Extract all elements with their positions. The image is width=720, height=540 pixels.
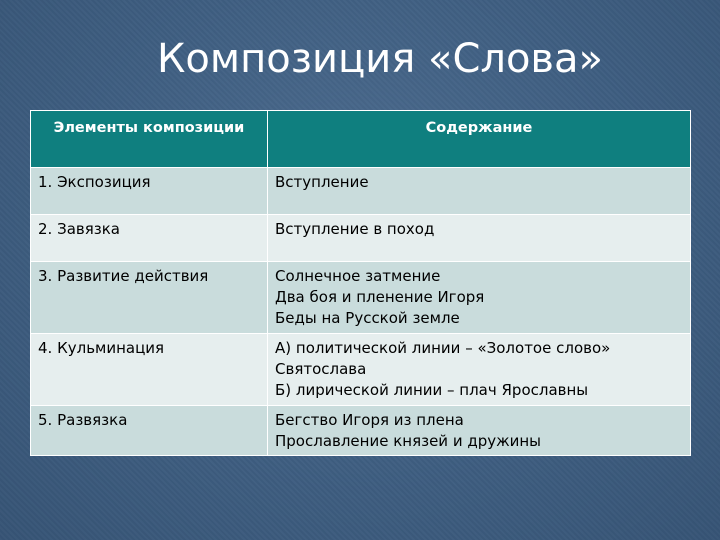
row-content	[268, 168, 691, 215]
row-element: 5. Развязка	[31, 406, 268, 456]
row-element: 2. Завязка	[31, 215, 268, 262]
row-element: 1. Экспозиция	[31, 168, 268, 215]
composition-table	[30, 110, 691, 456]
table-row	[31, 168, 691, 215]
content-line: Вступление в поход	[275, 220, 435, 238]
header-elements: Элементы композиции	[31, 111, 268, 168]
content-line: Беды на Русской земле	[275, 309, 460, 327]
content-line: А) политической линии – «Золотое слово»	[275, 339, 611, 357]
row-content	[268, 406, 691, 456]
table-row	[31, 334, 691, 406]
row-content	[268, 334, 691, 406]
row-element: 4. Кульминация	[31, 334, 268, 406]
slide-title: Композиция «Слова»	[157, 36, 603, 82]
content-line: Б) лирической линии – плач Ярославны	[275, 381, 589, 399]
row-element: 3. Развитие действия	[31, 262, 268, 334]
content-line: Прославление князей и дружины	[275, 432, 542, 450]
table-row	[31, 215, 691, 262]
content-line: Святослава	[275, 360, 367, 378]
content-line: Солнечное затмение	[275, 267, 441, 285]
table-header-row	[31, 111, 691, 168]
content-line: Вступление	[275, 173, 369, 191]
row-content	[268, 215, 691, 262]
content-line: Два боя и пленение Игоря	[275, 288, 485, 306]
content-line: Бегство Игоря из плена	[275, 411, 464, 429]
table-row	[31, 262, 691, 334]
row-content	[268, 262, 691, 334]
header-content: Содержание	[268, 111, 691, 168]
table-row	[31, 406, 691, 456]
